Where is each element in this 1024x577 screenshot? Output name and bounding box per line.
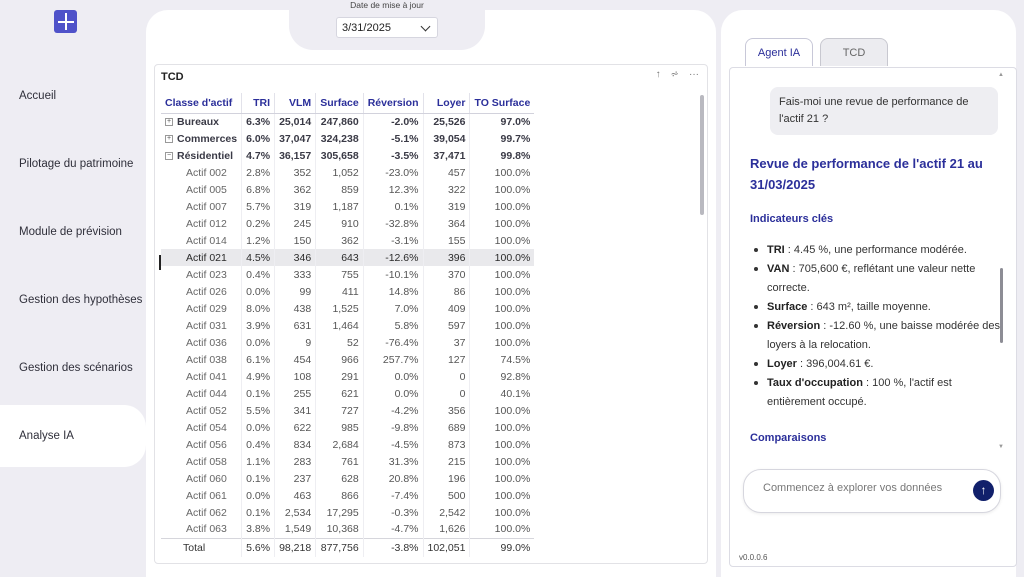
table-cell: 333 bbox=[275, 266, 316, 283]
table-cell: Actif 036 bbox=[186, 336, 227, 349]
date-filter-select[interactable] bbox=[336, 17, 438, 38]
table-cell: 257.7% bbox=[363, 351, 423, 368]
table-cell: 755 bbox=[316, 266, 364, 283]
send-arrow-icon[interactable]: ↑ bbox=[973, 480, 994, 501]
table-cell: Actif 061 bbox=[186, 489, 227, 502]
table-row[interactable] bbox=[161, 470, 534, 487]
tab-label: TCD bbox=[842, 46, 866, 59]
table-cell: 324,238 bbox=[316, 130, 364, 147]
table-cell: -10.1% bbox=[363, 266, 423, 283]
group-row[interactable] bbox=[161, 130, 534, 147]
group-cell bbox=[161, 147, 242, 164]
table-cell: 873 bbox=[423, 436, 470, 453]
table-cell: 37 bbox=[423, 334, 470, 351]
indicator-item bbox=[750, 241, 1000, 260]
table-cell: 0.4% bbox=[242, 266, 275, 283]
table-cell: 4.7% bbox=[242, 147, 275, 164]
table-cell: -2.0% bbox=[363, 113, 423, 130]
table-row[interactable] bbox=[161, 436, 534, 453]
table-cell: 1.2% bbox=[242, 232, 275, 249]
card-toolbar bbox=[656, 69, 699, 80]
table-cell: 834 bbox=[275, 436, 316, 453]
response-section-heading: Indicateurs clés bbox=[750, 213, 834, 225]
table-cell: 1,052 bbox=[316, 164, 364, 181]
table-row[interactable] bbox=[161, 283, 534, 300]
table-cell: 597 bbox=[423, 317, 470, 334]
table-cell: 4.5% bbox=[242, 249, 275, 266]
table-cell: 463 bbox=[275, 487, 316, 504]
group-label: Bureaux bbox=[177, 115, 220, 128]
scroll-down-icon[interactable]: ▼ bbox=[998, 444, 1004, 450]
table-cell: 727 bbox=[316, 402, 364, 419]
total-cell: 5.6% bbox=[242, 538, 275, 557]
nav-label: Analyse IA bbox=[19, 430, 74, 442]
table-cell: 100.0% bbox=[470, 521, 534, 538]
table-row[interactable] bbox=[161, 487, 534, 504]
table-cell: 40.1% bbox=[470, 385, 534, 402]
table-cell: 237 bbox=[275, 470, 316, 487]
table-cell: Actif 052 bbox=[186, 404, 227, 417]
table-cell: 127 bbox=[423, 351, 470, 368]
table-cell: 6.1% bbox=[242, 351, 275, 368]
table-cell: Actif 029 bbox=[186, 302, 227, 315]
table-cell: 3.9% bbox=[242, 317, 275, 334]
table-header-row bbox=[161, 93, 534, 113]
group-row[interactable] bbox=[161, 113, 534, 130]
table-cell: Actif 062 bbox=[186, 506, 227, 519]
table-cell: 0.4% bbox=[242, 436, 275, 453]
total-cell: Total bbox=[161, 538, 242, 557]
nav-item-analyse-ia[interactable] bbox=[0, 405, 146, 467]
table-cell: 364 bbox=[423, 215, 470, 232]
table-cell: Actif 038 bbox=[186, 353, 227, 366]
indicator-value: : -12.60 %, une baisse modérée des loyers à la relocation. bbox=[767, 320, 1000, 351]
table-cell: 1,626 bbox=[423, 521, 470, 538]
total-cell: 99.0% bbox=[470, 538, 534, 557]
table-cell: 0.1% bbox=[363, 198, 423, 215]
more-options-icon[interactable]: ··· bbox=[689, 69, 699, 80]
table-cell: -4.7% bbox=[363, 521, 423, 538]
table-cell: 341 bbox=[275, 402, 316, 419]
table-cell: 100.0% bbox=[470, 232, 534, 249]
table-row[interactable] bbox=[161, 266, 534, 283]
nav-item-scenarios[interactable] bbox=[0, 337, 146, 399]
table-cell: 99 bbox=[275, 283, 316, 300]
table-cell: 155 bbox=[423, 232, 470, 249]
table-cell: 0.0% bbox=[242, 487, 275, 504]
table-cell: 8.0% bbox=[242, 300, 275, 317]
total-row[interactable] bbox=[161, 538, 534, 557]
table-cell: 39,054 bbox=[423, 130, 470, 147]
indicator-key: TRI bbox=[767, 244, 785, 256]
table-row[interactable] bbox=[161, 232, 534, 249]
assistant-response bbox=[750, 153, 1000, 451]
table-cell: 319 bbox=[423, 198, 470, 215]
indicator-key: Taux d'occupation bbox=[767, 377, 863, 389]
table-cell: 7.0% bbox=[363, 300, 423, 317]
chat-scrollbar[interactable] bbox=[1000, 268, 1003, 343]
column-header[interactable]: TO Surface bbox=[470, 93, 534, 113]
table-cell: 628 bbox=[316, 470, 364, 487]
tab-label: Agent IA bbox=[757, 46, 801, 59]
column-header[interactable]: TRI bbox=[242, 93, 275, 113]
table-cell: 100.0% bbox=[470, 181, 534, 198]
pivot-table bbox=[161, 93, 534, 557]
table-row[interactable] bbox=[161, 198, 534, 215]
table-cell: -9.8% bbox=[363, 419, 423, 436]
table-cell: Actif 012 bbox=[186, 217, 227, 230]
table-cell: 319 bbox=[275, 198, 316, 215]
table-cell: 457 bbox=[423, 164, 470, 181]
table-cell: 346 bbox=[275, 249, 316, 266]
table-cell: 454 bbox=[275, 351, 316, 368]
table-cell: Actif 060 bbox=[186, 472, 227, 485]
table-cell: Actif 014 bbox=[186, 234, 227, 247]
table-cell: 5.8% bbox=[363, 317, 423, 334]
table-cell: 17,295 bbox=[316, 504, 364, 521]
column-header[interactable]: Surface bbox=[316, 93, 364, 113]
table-cell: 100.0% bbox=[470, 470, 534, 487]
table-cell: 2,534 bbox=[275, 504, 316, 521]
table-cell: 985 bbox=[316, 419, 364, 436]
table-cell: 215 bbox=[423, 453, 470, 470]
table-cell: -7.4% bbox=[363, 487, 423, 504]
table-cell: 0.0% bbox=[242, 419, 275, 436]
table-cell: 1,525 bbox=[316, 300, 364, 317]
table-cell: 966 bbox=[316, 351, 364, 368]
table-row[interactable] bbox=[161, 385, 534, 402]
indicator-value: : 4.45 %, une performance modérée. bbox=[784, 244, 967, 256]
table-cell: 74.5% bbox=[470, 351, 534, 368]
table-cell: Actif 031 bbox=[186, 319, 227, 332]
group-label: Résidentiel bbox=[177, 149, 234, 162]
table-cell: 25,526 bbox=[423, 113, 470, 130]
total-cell: 877,756 bbox=[316, 538, 364, 557]
indicator-value: : 643 m², taille moyenne. bbox=[807, 301, 931, 313]
table-row[interactable] bbox=[161, 351, 534, 368]
table-row[interactable] bbox=[161, 334, 534, 351]
table-cell: 2,542 bbox=[423, 504, 470, 521]
chevron-down-icon bbox=[421, 22, 431, 32]
total-cell: 98,218 bbox=[275, 538, 316, 557]
table-cell: 0.2% bbox=[242, 215, 275, 232]
table-cell: 910 bbox=[316, 215, 364, 232]
table-cell: 3.8% bbox=[242, 521, 275, 538]
table-cell: 100.0% bbox=[470, 504, 534, 521]
indicator-item bbox=[750, 317, 1000, 355]
sidebar bbox=[0, 0, 150, 577]
table-cell: 1,549 bbox=[275, 521, 316, 538]
nav-item-pilotage[interactable] bbox=[0, 133, 146, 195]
table-scrollbar[interactable] bbox=[700, 95, 704, 215]
table-row[interactable] bbox=[161, 521, 534, 538]
table-cell: 866 bbox=[316, 487, 364, 504]
pivot-table-container[interactable] bbox=[161, 93, 541, 563]
table-cell: 31.3% bbox=[363, 453, 423, 470]
table-cell: 14.8% bbox=[363, 283, 423, 300]
table-row[interactable] bbox=[161, 419, 534, 436]
indicator-item bbox=[750, 298, 1000, 317]
table-cell: 37,047 bbox=[275, 130, 316, 147]
table-cell: -12.6% bbox=[363, 249, 423, 266]
nav-item-hypotheses[interactable] bbox=[0, 269, 146, 331]
table-cell: 4.9% bbox=[242, 368, 275, 385]
table-cell: Actif 005 bbox=[186, 183, 227, 196]
total-cell: 102,051 bbox=[423, 538, 470, 557]
table-cell: 100.0% bbox=[470, 487, 534, 504]
table-cell: 631 bbox=[275, 317, 316, 334]
table-cell: 196 bbox=[423, 470, 470, 487]
table-row[interactable] bbox=[161, 402, 534, 419]
table-cell: 6.8% bbox=[242, 181, 275, 198]
table-cell: Actif 056 bbox=[186, 438, 227, 451]
table-cell: 86 bbox=[423, 283, 470, 300]
table-cell: 150 bbox=[275, 232, 316, 249]
table-cell: -5.1% bbox=[363, 130, 423, 147]
column-header[interactable]: Loyer bbox=[423, 93, 470, 113]
sort-arrow-icon[interactable]: ↑ bbox=[655, 69, 661, 80]
table-cell: 36,157 bbox=[275, 147, 316, 164]
table-cell: Actif 054 bbox=[186, 421, 227, 434]
tcd-card bbox=[154, 64, 708, 564]
table-cell: 100.0% bbox=[470, 266, 534, 283]
table-cell: 52 bbox=[316, 334, 364, 351]
indicator-item bbox=[750, 374, 1000, 412]
table-cell: Actif 026 bbox=[186, 285, 227, 298]
table-cell: 283 bbox=[275, 453, 316, 470]
table-cell: 99.8% bbox=[470, 147, 534, 164]
scroll-up-icon[interactable]: ▲ bbox=[998, 72, 1004, 78]
table-cell: 396 bbox=[423, 249, 470, 266]
selected-row-marker bbox=[159, 255, 161, 270]
table-cell: Actif 044 bbox=[186, 387, 227, 400]
table-cell: 5.5% bbox=[242, 402, 275, 419]
table-cell: -0.3% bbox=[363, 504, 423, 521]
table-cell: 0.0% bbox=[363, 385, 423, 402]
group-cell bbox=[161, 130, 242, 147]
indicator-key: Loyer bbox=[767, 358, 797, 370]
table-cell: 409 bbox=[423, 300, 470, 317]
table-cell: 0.1% bbox=[242, 385, 275, 402]
table-cell: 362 bbox=[316, 232, 364, 249]
table-cell: 0.1% bbox=[242, 504, 275, 521]
collapse-icon[interactable]: − bbox=[166, 151, 172, 159]
table-cell: -3.1% bbox=[363, 232, 423, 249]
table-cell: 245 bbox=[275, 215, 316, 232]
table-cell: 255 bbox=[275, 385, 316, 402]
table-cell: -4.2% bbox=[363, 402, 423, 419]
nav-label: Gestion des scénarios bbox=[19, 362, 133, 374]
table-cell: 0.0% bbox=[242, 283, 275, 300]
column-header[interactable]: Classe d'actif bbox=[161, 93, 242, 113]
table-cell: Actif 058 bbox=[186, 455, 227, 468]
filter-icon[interactable]: ⩫ bbox=[670, 69, 679, 80]
table-cell: 0.0% bbox=[363, 368, 423, 385]
table-row[interactable] bbox=[161, 453, 534, 470]
table-cell: 1,464 bbox=[316, 317, 364, 334]
table-cell: 305,658 bbox=[316, 147, 364, 164]
nav-item-accueil[interactable] bbox=[0, 65, 146, 127]
table-cell: 100.0% bbox=[470, 249, 534, 266]
indicator-key: Réversion bbox=[767, 320, 821, 332]
group-cell bbox=[161, 113, 242, 130]
table-cell: 643 bbox=[316, 249, 364, 266]
table-cell: 362 bbox=[275, 181, 316, 198]
table-cell: Actif 023 bbox=[186, 268, 227, 281]
table-cell: 10,368 bbox=[316, 521, 364, 538]
table-cell: 100.0% bbox=[470, 334, 534, 351]
table-cell: 12.3% bbox=[363, 181, 423, 198]
table-cell: 621 bbox=[316, 385, 364, 402]
table-cell: Actif 021 bbox=[161, 249, 242, 266]
chat-input-placeholder: Commencez à explorer vos données bbox=[763, 482, 943, 494]
table-row[interactable] bbox=[161, 249, 534, 266]
table-cell: 97.0% bbox=[470, 113, 534, 130]
table-cell: 20.8% bbox=[363, 470, 423, 487]
group-label: Commerces bbox=[177, 132, 238, 145]
table-cell: 25,014 bbox=[275, 113, 316, 130]
table-cell: 689 bbox=[423, 419, 470, 436]
date-filter-label: Date de mise à jour bbox=[350, 0, 424, 10]
group-row[interactable] bbox=[161, 147, 534, 164]
nav-label: Accueil bbox=[19, 90, 57, 102]
tab-tcd[interactable] bbox=[820, 38, 888, 66]
table-cell: -3.5% bbox=[363, 147, 423, 164]
table-cell: 2,684 bbox=[316, 436, 364, 453]
table-cell: 0 bbox=[423, 385, 470, 402]
table-cell: 0.1% bbox=[242, 470, 275, 487]
response-section-heading: Comparaisons bbox=[750, 432, 827, 444]
table-cell: 1.1% bbox=[242, 453, 275, 470]
tcd-title: TCD bbox=[161, 71, 184, 83]
table-cell: 6.0% bbox=[242, 130, 275, 147]
total-cell: -3.8% bbox=[363, 538, 423, 557]
table-cell: 411 bbox=[316, 283, 364, 300]
column-header[interactable]: VLM bbox=[275, 93, 316, 113]
table-cell: 9 bbox=[275, 334, 316, 351]
table-cell: 108 bbox=[275, 368, 316, 385]
app-logo-icon[interactable] bbox=[54, 10, 77, 33]
table-cell: 761 bbox=[316, 453, 364, 470]
table-cell: 859 bbox=[316, 181, 364, 198]
table-cell: 100.0% bbox=[470, 436, 534, 453]
table-cell: 100.0% bbox=[470, 300, 534, 317]
table-row[interactable] bbox=[161, 504, 534, 521]
expand-icon[interactable]: + bbox=[166, 134, 172, 142]
table-cell: 92.8% bbox=[470, 368, 534, 385]
indicator-item bbox=[750, 260, 1000, 298]
table-cell: 100.0% bbox=[470, 198, 534, 215]
response-title: Revue de performance de l'actif 21 au 31/03/2025 bbox=[750, 156, 983, 192]
table-cell: 500 bbox=[423, 487, 470, 504]
nav-item-prevision[interactable] bbox=[0, 201, 146, 263]
table-cell: 100.0% bbox=[470, 419, 534, 436]
table-cell: 37,471 bbox=[423, 147, 470, 164]
nav-label: Module de prévision bbox=[19, 226, 122, 238]
table-cell: -4.5% bbox=[363, 436, 423, 453]
table-cell: 622 bbox=[275, 419, 316, 436]
table-row[interactable] bbox=[161, 164, 534, 181]
table-cell: Actif 002 bbox=[186, 166, 227, 179]
table-cell: -32.8% bbox=[363, 215, 423, 232]
table-cell: 100.0% bbox=[470, 215, 534, 232]
user-message: Fais-moi une revue de performance de l'actif 21 ? bbox=[770, 87, 998, 135]
table-cell: 99.7% bbox=[470, 130, 534, 147]
chat-input[interactable] bbox=[743, 469, 1001, 513]
chat-panel bbox=[729, 67, 1017, 567]
table-cell: 100.0% bbox=[470, 402, 534, 419]
indicator-item bbox=[750, 355, 1000, 374]
table-cell: -23.0% bbox=[363, 164, 423, 181]
table-cell: 0 bbox=[423, 368, 470, 385]
table-cell: 1,187 bbox=[316, 198, 364, 215]
table-row[interactable] bbox=[161, 317, 534, 334]
nav-label: Pilotage du patrimoine bbox=[19, 158, 134, 170]
indicator-key: Surface bbox=[767, 301, 808, 313]
indicator-value: : 396,004.61 €. bbox=[796, 358, 874, 370]
table-row[interactable] bbox=[161, 181, 534, 198]
indicator-value: : 100 %, l'actif est entièrement occupé. bbox=[767, 377, 952, 408]
table-cell: 291 bbox=[316, 368, 364, 385]
table-cell: 2.8% bbox=[242, 164, 275, 181]
date-filter-value: 3/31/2025 bbox=[342, 21, 391, 34]
version-label: v0.0.0.6 bbox=[739, 553, 768, 562]
nav-label: Gestion des hypothèses bbox=[19, 294, 143, 306]
indicator-key: VAN bbox=[767, 263, 790, 275]
table-cell: -76.4% bbox=[363, 334, 423, 351]
table-cell: 0.0% bbox=[242, 334, 275, 351]
table-cell: Actif 063 bbox=[186, 523, 227, 536]
table-cell: 322 bbox=[423, 181, 470, 198]
table-cell: 100.0% bbox=[470, 164, 534, 181]
column-header[interactable]: Réversion bbox=[363, 93, 423, 113]
table-row[interactable] bbox=[161, 215, 534, 232]
table-cell: 100.0% bbox=[470, 317, 534, 334]
table-cell: 247,860 bbox=[316, 113, 364, 130]
table-cell: 438 bbox=[275, 300, 316, 317]
indicator-value: : 705,600 €, reflétant une valeur nette correcte. bbox=[767, 263, 976, 294]
table-cell: 100.0% bbox=[470, 283, 534, 300]
expand-icon[interactable]: + bbox=[166, 117, 172, 125]
table-row[interactable] bbox=[161, 368, 534, 385]
table-cell: 370 bbox=[423, 266, 470, 283]
table-cell: Actif 041 bbox=[186, 370, 227, 383]
tab-agent-ia[interactable] bbox=[745, 38, 813, 66]
table-row[interactable] bbox=[161, 300, 534, 317]
table-cell: 352 bbox=[275, 164, 316, 181]
table-cell: Actif 007 bbox=[186, 200, 227, 213]
indicator-list bbox=[750, 241, 1000, 412]
table-cell: 356 bbox=[423, 402, 470, 419]
table-cell: 100.0% bbox=[470, 453, 534, 470]
table-cell: 6.3% bbox=[242, 113, 275, 130]
table-cell: 5.7% bbox=[242, 198, 275, 215]
